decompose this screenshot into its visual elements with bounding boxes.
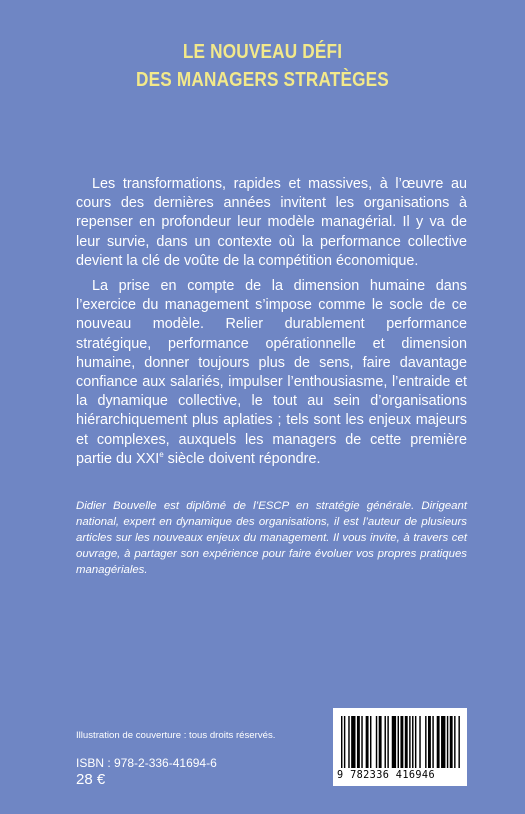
barcode-bar bbox=[344, 716, 345, 768]
cover-credit: Illustration de couverture : tous droits réservés. bbox=[76, 730, 276, 741]
barcode-bar bbox=[405, 716, 408, 768]
barcode-bar bbox=[376, 716, 377, 768]
description-paragraph-1: Les transformations, rapides et massives, à l’œuvre au cours des dernières années invitent les organisations à repenser en profondeur leur modèle managérial. Il y va de leur survie, dans un contexte où la performance collective devient la clé de voûte de la compétition économique. bbox=[76, 176, 467, 269]
barcode-bar bbox=[366, 716, 369, 768]
title-line-1: LE NOUVEAU DÉFI bbox=[182, 41, 343, 63]
barcode-bar bbox=[415, 716, 416, 768]
barcode-bar bbox=[385, 716, 386, 768]
barcode-bar bbox=[357, 716, 360, 768]
barcode-bars bbox=[339, 716, 461, 768]
paragraph-2-end: siècle doivent répondre. bbox=[163, 450, 321, 467]
barcode-bar bbox=[370, 716, 371, 768]
author-bio-text: est diplômé de l’ESCP en stratégie générale. Dirigeant national, expert en dynamique des organisations, il est l’auteur de plusieurs articles sur les nouveaux enjeux du management. Il vous invite, à travers cet ouvrage, à partager son expérience pour faire évoluer vos propres pratiques managériales. bbox=[76, 500, 468, 576]
barcode-bar bbox=[341, 716, 342, 768]
isbn-number: ISBN : 978-2-336-41694-6 bbox=[76, 756, 217, 770]
barcode-bar bbox=[412, 716, 413, 768]
barcode-bar bbox=[425, 716, 426, 768]
barcode-bar bbox=[409, 716, 410, 768]
barcode-bar bbox=[400, 716, 403, 768]
title-line-2: DES MANAGERS STRATÈGES bbox=[136, 69, 389, 91]
barcode bbox=[333, 708, 467, 786]
barcode-bar bbox=[398, 716, 399, 768]
barcode-bar bbox=[428, 716, 431, 768]
barcode-bar bbox=[441, 716, 445, 768]
description-paragraph-2 bbox=[76, 277, 467, 469]
paragraph-2-text: La prise en compte de la dimension humaine dans l’exercice du management s’impose comme le socle de ce nouveau modèle. Relier durablement performance stratégique, performance opérationnelle et dimension humaine, donner toujours plus de sens, faire davantage confiance aux salariés, impulser l’enthousiasme, l’entraide et la dynamique collective, le tout au sein d’organisations hiérarchiquement plus aplaties ; tels sont les enjeux majeurs et complexes, auxquels les managers de cette première partie du XXI bbox=[76, 278, 467, 467]
barcode-bar bbox=[379, 716, 382, 768]
barcode-bar bbox=[351, 716, 355, 768]
barcode-bar bbox=[387, 716, 388, 768]
barcode-bar bbox=[450, 716, 453, 768]
author-name: Didier Bouvelle bbox=[76, 500, 157, 512]
barcode-bar bbox=[437, 716, 440, 768]
price: 28 € bbox=[76, 771, 106, 788]
author-bio bbox=[76, 498, 467, 578]
book-title bbox=[37, 38, 489, 94]
barcode-bar bbox=[392, 716, 396, 768]
barcode-bar bbox=[447, 716, 448, 768]
barcode-digits: 9 782336 416946 bbox=[337, 770, 436, 781]
barcode-bar bbox=[361, 716, 362, 768]
barcode-bar bbox=[458, 716, 459, 768]
barcode-bar bbox=[419, 716, 420, 768]
barcode-bar bbox=[432, 716, 433, 768]
barcode-bar bbox=[454, 716, 455, 768]
century-superscript: e bbox=[159, 450, 164, 460]
barcode-bar bbox=[348, 716, 349, 768]
